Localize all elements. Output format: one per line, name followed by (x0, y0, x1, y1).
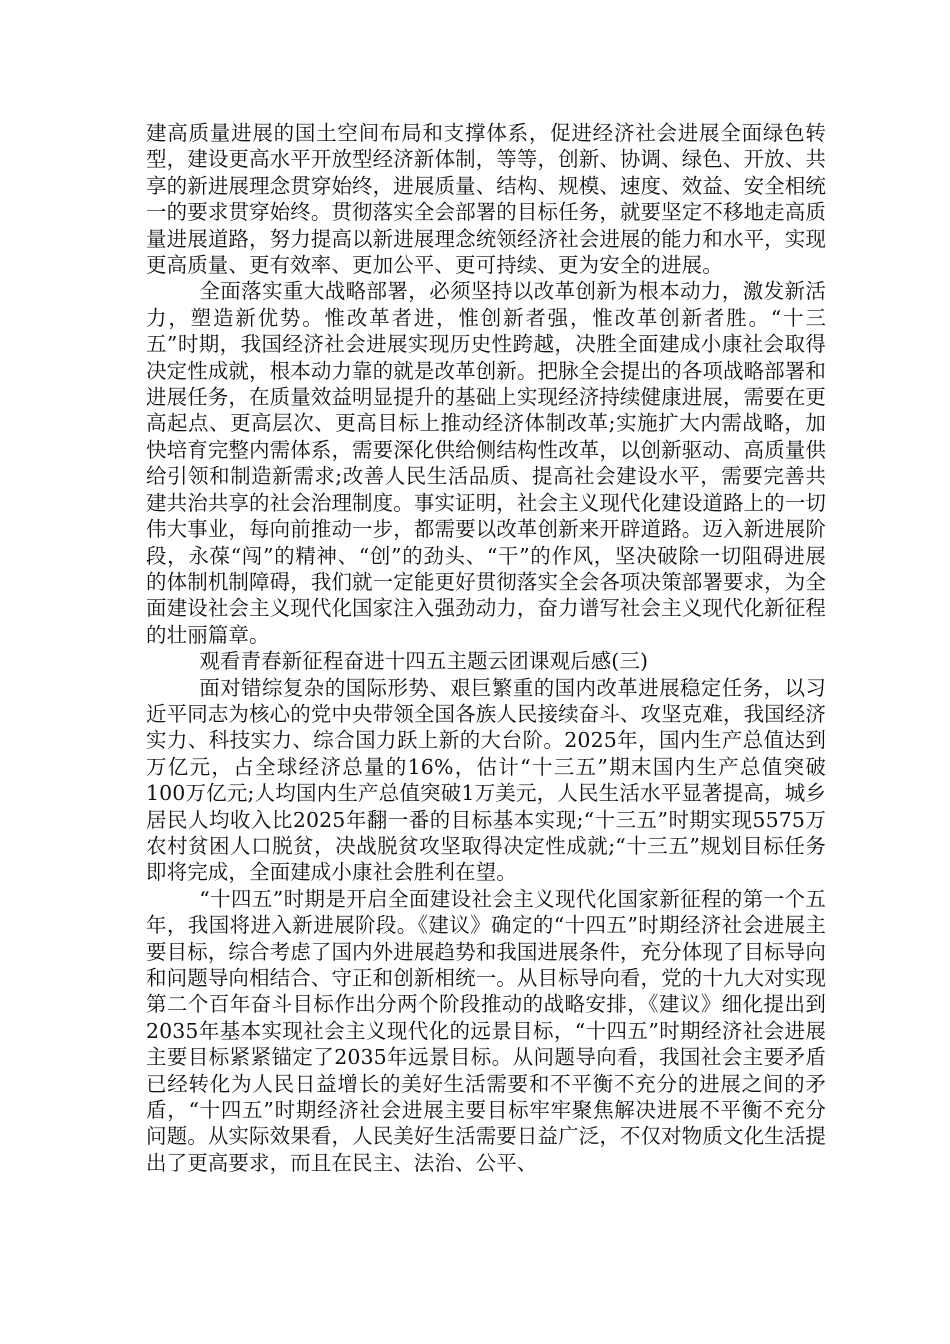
document-page (146, 120, 826, 1176)
paragraph-achievements: 面对错综复杂的国际形势、艰巨繁重的国内改革进展稳定任务，以习近平同志为核心的党中央带领全国各族人民接续奋斗、攻坚克难，我国经济实力、科技实力、综合国力跃上新的大台阶。2025年，国内生产总值达到万亿元，占全球经济总量的16%，估计“十三五”期末国内生产总值突破100万亿元;人均国内生产总值突破1万美元，人民生活水平显著提高，城乡居民人均收入比2025年翻一番的目标基本实现;“十三五”时期实现5575万农村贫困人口脱贫，决战脱贫攻坚取得决定性成就;“十三五”规划目标任务即将完成，全面建成小康社会胜利在望。 (146, 675, 826, 885)
paragraph-continued: 建高质量进展的国土空间布局和支撑体系，促进经济社会进展全面绿色转型，建设更高水平开放型经济新体制，等等，创新、协调、绿色、开放、共享的新进展理念贯穿始终，进展质量、结构、规模、速度、效益、安全相统一的要求贯穿始终。贯彻落实全会部署的目标任务，就要坚定不移地走高质量进展道路，努力提高以新进展理念统领经济社会进展的能力和水平，实现更高质量、更有效率、更加公平、更可持续、更为安全的进展。 (146, 121, 826, 278)
paragraph-fourteenth-five-year: “十四五”时期是开启全面建设社会主义现代化国家新征程的第一个五年，我国将进入新进展阶段。《建议》确定的“十四五”时期经济社会进展主要目标，综合考虑了国内外进展趋势和我国进展条件，充分体现了目标导向和问题导向相结合、守正和创新相统一。从目标导向看，党的十九大对实现第二个百年奋斗目标作出分两个阶段推动的战略安排，《建议》细化提出到2035年基本实现社会主义现代化的远景目标，“十四五”时期经济社会进展主要目标紧紧锚定了2035年远景目标。从问题导向看，我国社会主要矛盾已经转化为人民日益增长的美好生活需要和不平衡不充分的进展之间的矛盾，“十四五”时期经济社会进展主要目标牢牢聚焦解决进展不平衡不充分问题。从实际效果看，人民美好生活需要日益广泛，不仅对物质文化生活提出了更高要求，而且在民主、法治、公平、 (146, 886, 826, 1175)
section-heading: 观看青春新征程奋进十四五主题云团课观后感(三) (199, 649, 649, 674)
paragraph-reform-innovation: 全面落实重大战略部署，必须坚持以改革创新为根本动力，激发新活力，塑造新优势。惟改革者进，惟创新者强，惟改革创新者胜。“十三五”时期，我国经济社会进展实现历史性跨越，决胜全面建成小康社会取得决定性成就，根本动力靠的就是改革创新。把脉全会提出的各项战略部署和进展任务，在质量效益明显提升的基础上实现经济持续健康进展，需要在更高起点、更高层次、更高目标上推动经济体制改革;实施扩大内需战略，加快培育完整内需体系，需要深化供给侧结构性改革，以创新驱动、高质量供给引领和制造新需求;改善人民生活品质、提高社会建设水平，需要完善共建共治共享的社会治理制度。事实证明，社会主义现代化建设道路上的一切伟大事业，每向前推动一步，都需要以改革创新来开辟道路。迈入新进展阶段，永葆“闯”的精神、“创”的劲头、“干”的作风，坚决破除一切阻碍进展的体制机制障碍，我们就一定能更好贯彻落实全会各项决策部署要求，为全面建设社会主义现代化国家注入强劲动力，奋力谱写社会主义现代化新征程的壮丽篇章。 (146, 279, 826, 647)
